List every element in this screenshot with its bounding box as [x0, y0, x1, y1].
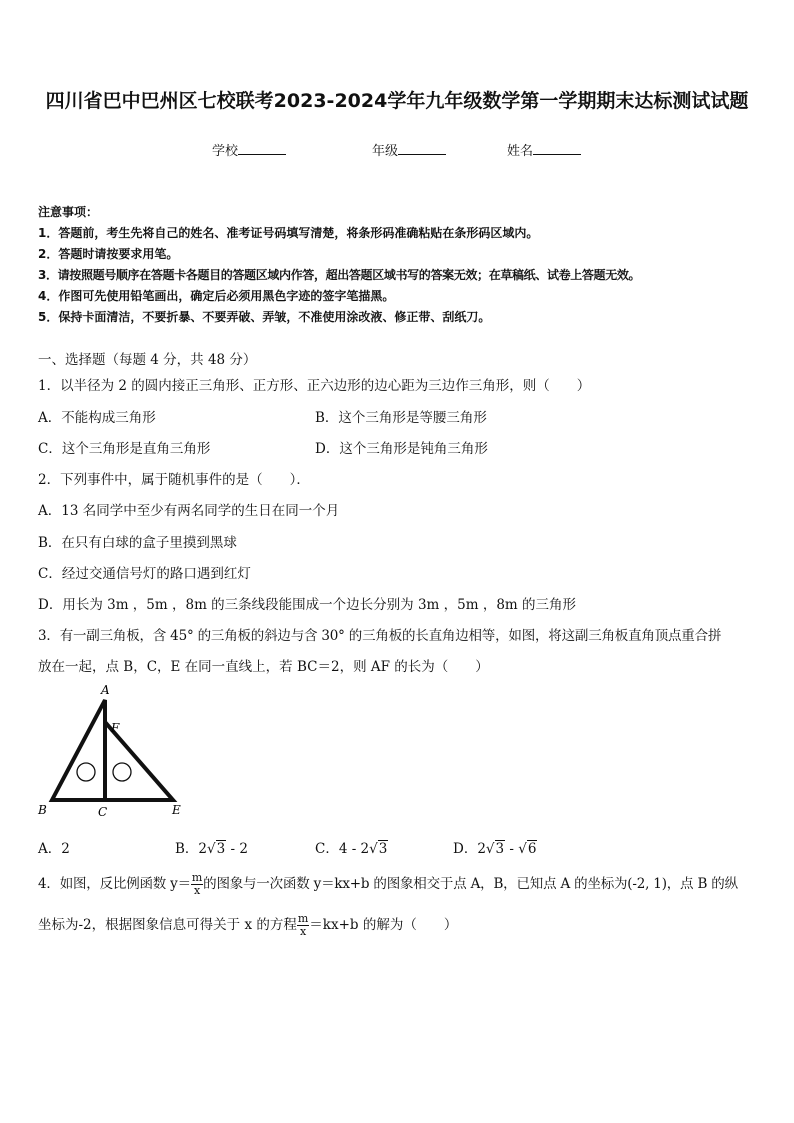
question-3-option-a: A．2	[38, 841, 70, 857]
q4-text-b: 的图象与一次函数 y＝kx+b 的图象相交于点 A，B，已知点 A 的坐标为(-2, 1)，点 B 的纵	[203, 876, 738, 892]
circle-hole-left	[77, 763, 95, 781]
notice-item: 2．答题时请按要求用笔。	[38, 247, 179, 261]
question-3-option-d	[453, 837, 537, 857]
radicand: 3	[495, 841, 505, 857]
grade-field	[372, 140, 446, 159]
triangle-figure	[30, 680, 190, 822]
option-d-mid: -	[505, 841, 519, 857]
question-1-option-a: A．不能构成三角形	[38, 410, 156, 426]
fraction-m-over-x	[191, 872, 203, 897]
fraction-m-over-x	[297, 913, 309, 938]
option-b-prefix: B．2	[175, 841, 208, 857]
label-c: C	[98, 805, 108, 819]
notice-item: 5．保持卡面清洁，不要折暴、不要弄破、弄皱，不准使用涂改液、修正带、刮纸刀。	[38, 310, 491, 324]
option-b-suffix: - 2	[226, 841, 248, 857]
numerator: m	[297, 912, 309, 925]
triangle-abc	[52, 700, 105, 800]
sqrt-symbol: √3	[369, 841, 388, 857]
sqrt-symbol: √3	[485, 841, 505, 857]
q4-text-d: ＝kx+b 的解为（ ）	[309, 917, 458, 933]
school-label: 学校	[212, 144, 239, 159]
label-a: A	[101, 683, 110, 697]
name-field	[507, 140, 581, 159]
notice-item: 1．答题前，考生先将自己的姓名、准考证号码填写清楚，将条形码准确粘贴在条形码区域内。	[38, 226, 539, 240]
name-label: 姓名	[507, 144, 534, 159]
question-3-option-b	[175, 837, 248, 857]
label-f: F	[111, 721, 120, 735]
label-e: E	[172, 803, 181, 817]
question-3-stem-line2: 放在一起，点 B，C，E 在同一直线上，若 BC＝2，则 AF 的长为（ ）	[38, 659, 489, 675]
sqrt-symbol: √6	[518, 841, 537, 857]
grade-label: 年级	[372, 144, 399, 159]
notice-heading: 注意事项：	[38, 205, 99, 219]
page-title: 四川省巴中巴州区七校联考2023-2024学年九年级数学第一学期期末达标测试试题	[45, 90, 749, 112]
option-d-prefix: D．2	[453, 841, 486, 857]
question-2-option-d: D．用长为 3m ，5m ，8m 的三条线段能围成一个边长分别为 3m ，5m ，8m 的三角形	[38, 597, 576, 613]
question-4-line1	[38, 872, 738, 897]
school-field	[212, 140, 286, 159]
denominator: x	[194, 884, 201, 897]
question-2-stem: 2．下列事件中，属于随机事件的是（ ）．	[38, 472, 310, 488]
q4-text-a: 4．如图，反比例函数 y＝	[38, 876, 191, 892]
question-3-stem-line1: 3．有一副三角板，含 45° 的三角板的斜边与含 30° 的三角板的长直角边相等，如图，将这副三角板直角顶点重合拼	[38, 628, 722, 644]
circle-hole-right	[113, 763, 131, 781]
question-4-line2	[38, 913, 457, 938]
question-1-stem: 1．以半径为 2 的圆内接正三角形、正方形、正六边形的边心距为三边作三角形，则（ ）	[38, 378, 591, 394]
label-b: B	[38, 803, 47, 817]
question-2-option-c: C．经过交通信号灯的路口遇到红灯	[38, 566, 251, 582]
question-2-option-b: B．在只有白球的盒子里摸到黑球	[38, 535, 237, 551]
question-1-option-d: D．这个三角形是钝角三角形	[315, 441, 488, 457]
question-2-option-a: A．13 名同学中至少有两名同学的生日在同一个月	[38, 503, 340, 519]
denominator: x	[299, 925, 307, 938]
radicand: 6	[527, 841, 537, 857]
school-blank	[238, 142, 286, 155]
radicand: 3	[378, 841, 388, 857]
name-blank	[533, 142, 581, 155]
section-heading: 一、选择题（每题 4 分，共 48 分）	[38, 352, 257, 368]
question-1-option-c: C．这个三角形是直角三角形	[38, 441, 211, 457]
numerator: m	[191, 871, 203, 884]
q4-text-c: 坐标为-2，根据图象信息可得关于 x 的方程	[38, 917, 297, 933]
option-c-prefix: C．4 - 2	[315, 841, 370, 857]
radicand: 3	[216, 841, 226, 857]
sqrt-symbol: √3	[207, 841, 226, 857]
question-3-option-c	[315, 837, 388, 857]
notice-item: 4．作图可先使用铅笔画出，确定后必须用黑色字迹的签字笔描黑。	[38, 289, 395, 303]
grade-blank	[398, 142, 446, 155]
notice-item: 3．请按照题号顺序在答题卡各题目的答题区域内作答，超出答题区域书写的答案无效；在草稿纸、试卷上答题无效。	[38, 268, 641, 282]
question-1-option-b: B．这个三角形是等腰三角形	[315, 410, 487, 426]
